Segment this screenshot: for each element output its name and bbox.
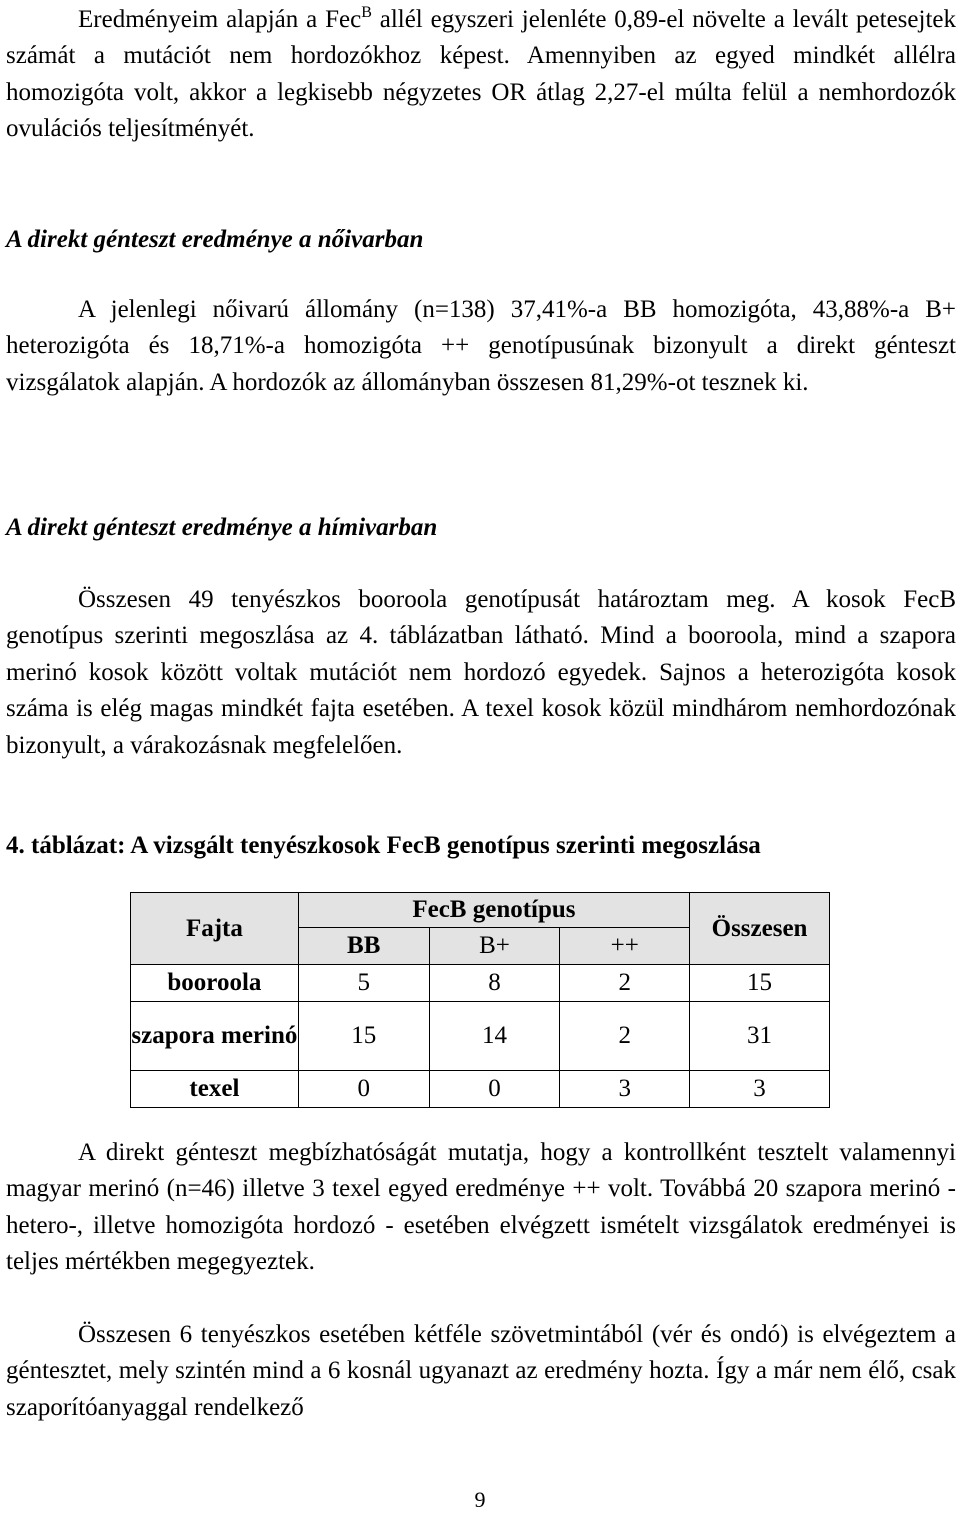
table-cell-breed: szapora merinó [131,1002,299,1071]
paragraph-fecb-effect [6,2,956,148]
table-cell-b-plus: 8 [429,965,560,1002]
table-cell-bb: 15 [298,1002,429,1071]
table-cell-plus-plus: 2 [560,1002,690,1071]
table-cell-bb: 5 [298,965,429,1002]
table-cell-bb: 0 [298,1071,429,1108]
table-cell-breed: booroola [131,965,299,1002]
table-row [131,1002,830,1071]
heading-male-gene-test: A direkt génteszt eredménye a hímivarban [6,514,438,541]
table-cell-total: 31 [690,1002,830,1071]
table-cell-breed: texel [131,1071,299,1108]
table-header-b-plus: B+ [429,928,560,965]
paragraph-female-results: A jelenlegi nőivarú állomány (n=138) 37,41%-a BB homozigóta, 43,88%-a B+ heterozigóta és 18,71%-a homozigóta ++ genotípusúnak bizonyult a direkt génteszt vizsgálatok alapján. A hordozók az állományban összesen 81,29%-ot tesznek ki. [6,296,956,396]
paragraph-tissue-samples: Összesen 6 tenyészkos esetében kétféle szövetmintából (vér és ondó) is elvégeztem a géntesztet, mely szintén mind a 6 kosnál ugyanazt az eredmény hozta. Így a már nem élő, csak szaporítóanyaggal rendelkező [6,1321,956,1421]
paragraph-test-reliability: A direkt génteszt megbízhatóságát mutatja, hogy a kontrollként tesztelt valamennyi magyar merinó (n=46) illetve 3 texel egyed eredménye ++ volt. Továbbá 20 szapora merinó - hetero-, illetve homozigóta hordozó - esetében elvégzett ismételt vizsgálatok eredményei is teljes mértékben megegyeztek. [6,1139,956,1276]
heading-female-gene-test: A direkt génteszt eredménye a nőivarban [6,226,424,253]
table-cell-b-plus: 0 [429,1071,560,1108]
table-cell-plus-plus: 2 [560,965,690,1002]
table-header-fecb-genotype: FecB genotípus [298,893,689,928]
genotype-distribution-table [130,892,830,1108]
table-caption: 4. táblázat: A vizsgált tenyészkosok FecB genotípus szerinti megoszlása [6,832,761,859]
page-number: 9 [474,1487,486,1512]
paragraph-fecb-suffix: allél egyszeri jelenléte 0,89-el növelte a levált petesejtek számát a mutációt nem hordozókhoz képest. Amennyiben az egyed mindkét allélra homozigóta volt, akkor a legkisebb négyzetes OR átlag 2,27-el múlta felül a nemhordozók ovulációs teljesítményét. [6,6,956,143]
table-cell-b-plus: 14 [429,1002,560,1071]
table-header-total: Összesen [690,893,830,965]
table-cell-total: 15 [690,965,830,1002]
table-row [131,965,830,1002]
paragraph-male-results: Összesen 49 tenyészkos booroola genotípusát határoztam meg. A kosok FecB genotípus szerinti megoszlása az 4. táblázatban látható. Mind a booroola, mind a szapora merinó kosok között voltak mutációt nem hordozó egyedek. Sajnos a heterozigóta kosok száma is elég magas mindkét fajta esetében. A texel kosok közül mindhárom nemhordozónak bizonyult, a várakozásnak megfelelően. [6,586,956,759]
paragraph-fecb-prefix: Eredményeim alapján a Fec [78,6,362,33]
table-row [131,1071,830,1108]
table-header-breed: Fajta [131,893,299,965]
table-header-bb: BB [298,928,429,965]
table-header-plus-plus: ++ [560,928,690,965]
table-cell-plus-plus: 3 [560,1071,690,1108]
superscript-allele: B [361,4,372,21]
table-cell-total: 3 [690,1071,830,1108]
